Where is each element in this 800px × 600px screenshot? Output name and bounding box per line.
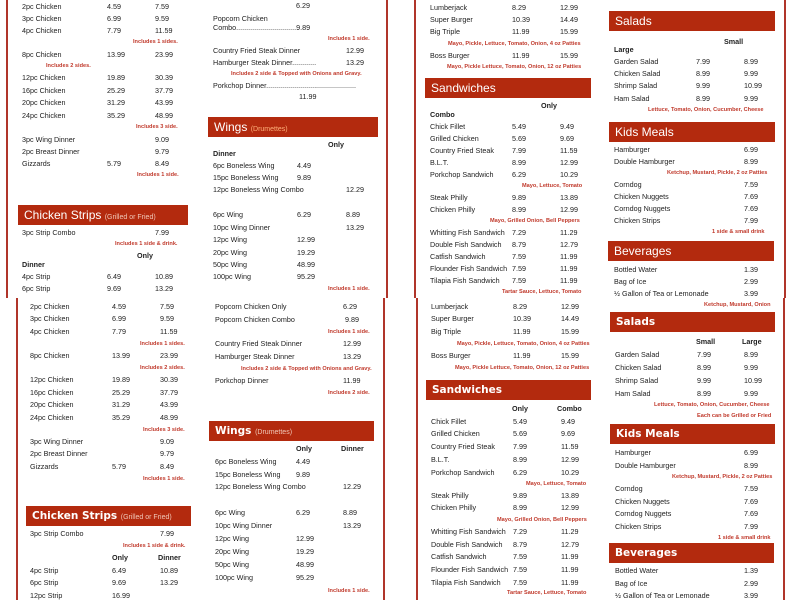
section-header-salads: Salads: [609, 11, 775, 31]
note: Includes 1 side.: [137, 172, 179, 178]
section-header-salads: Salads: [610, 312, 775, 332]
section-header-chicken-strips: Chicken Strips (Grilled or Fried): [18, 205, 188, 225]
section-header-kids-meals: Kids Meals: [609, 122, 775, 142]
column-header-large: Large: [742, 337, 762, 346]
note: 1 side & small drink: [718, 535, 771, 541]
note: Lettuce, Tomato, Onion, Cucumber, Cheese: [648, 107, 764, 113]
note: Includes 1 side.: [328, 36, 370, 42]
section-header-wings: Wings (Drumettes): [208, 117, 378, 137]
page-border: [6, 0, 8, 298]
top-burgers-sandwiches-panel: Lumberjack 8.29 12.99 Super Burger 10.39 14.49 Big Triple 11.99 15.99 Mayo, Pickle, Lettuce, Tomato, Onion, 4 oz Patties Boss Burger 11.99 15.99 Mayo, Pickle Lettuce, Tomato, Onion, 12 oz Patties Sandwiches Only Combo Chick Fillet 5.49 9.49 Grilled Chicken 5.69 9.69 Country Fried Steak 7.99 11.59 B.L.T. 8.99 12.99 Porkchop Sandwich 6.29 10.29 Mayo, Lettuce, Tomato Steak Philly 9.89 13.89 Chicken Philly 8.99 12.99 Mayo, Grilled Onion, Bell Peppers Whitting Fish Sandwich 7.29 11.29 Double Fish Sandwich 8.79 12.79 Catfish Sandwich 7.59 11.99 Flounder Fish Sandwich 7.59 11.99 Tilapia Fish Sandwich 7.59 11.99 Tartar Sauce, Lettuce, Tomato: [400, 0, 600, 298]
section-header-beverages: Beverages: [608, 241, 774, 261]
page-border: [416, 298, 418, 600]
note: Ketchup, Mustard, Onion: [704, 302, 771, 308]
note: Includes 3 side.: [143, 427, 185, 433]
note: Mayo, Pickle Lettuce, Tomato, Onion, 12 oz Patties: [455, 365, 590, 371]
section-header-chicken-strips: Chicken Strips (Grilled or Fried): [26, 506, 191, 526]
bottom-salads-kids-bev-panel: Ketchup, Mustard, Onion Salads Small Large Garden Salad 7.99 8.99 Chicken Salad 8.99 9.99 Shrimp Salad 9.99 10.99 Ham Salad 8.99 9.99 Lettuce, Tomato, Onion, Cucumber, Cheese Each can be Grilled or Fried Kids Meals Hamburger 6.99 Double Hamburger 8.99 Ketchup, Mustard, Pickle, 2 oz Patties Corndog 7.59 Chicken Nuggets 7.69 Corndog Nuggets 7.69 Chicken Strips 7.99 1 side & small drink Beverages Bottled Water 1.39 Bag of Ice 2.99 ½ Gallon of Tea or Lemonade 3.99: [600, 298, 800, 600]
note: Each can be Grilled or Fried: [697, 413, 772, 419]
note: Ketchup, Mustard, Pickle, 2 oz Patties: [667, 170, 768, 176]
column-header-only: Only: [112, 553, 128, 562]
column-header-dinner: Dinner: [158, 553, 181, 562]
dinner-label: Dinner: [213, 149, 236, 158]
note: Tartar Sauce, Lettuce, Tomato: [502, 289, 582, 295]
note: Lettuce, Tomato, Onion, Cucumber, Cheese: [654, 402, 770, 408]
note: Includes 2 side & Topped with Onions and Gravy.: [231, 71, 362, 77]
large-label: Large: [614, 45, 634, 54]
top-salads-kids-bev-panel: Salads Small Large Garden Salad 7.99 8.99 Chicken Salad 8.99 9.99 Shrimp Salad 9.99 10.99 Ham Salad 8.99 9.99 Lettuce, Tomato, Onion, Cucumber, Cheese Kids Meals Hamburger 6.99 Double Hamburger 8.99 Ketchup, Mustard, Pickle, 2 oz Patties Corndog 7.59 Chicken Nuggets 7.69 Corndog Nuggets 7.69 Chicken Strips 7.99 1 side & small drink Beverages Bottled Water 1.39 Bag of Ice 2.99 ½ Gallon of Tea or Lemonade 3.99: [600, 0, 800, 298]
column-header-only: Only: [512, 404, 528, 413]
column-header-small: Small: [724, 37, 744, 46]
note: Includes 2 sides.: [140, 365, 185, 371]
note: Tartar Sauce, Lettuce, Tomato: [507, 590, 587, 596]
note: Mayo, Pickle, Lettuce, Tomato, Onion, 4 oz Patties: [448, 41, 581, 47]
section-header-kids-meals: Kids Meals: [610, 424, 775, 444]
section-header-beverages: Beverages: [609, 543, 774, 563]
bottom-burgers-sandwiches-panel: Lumberjack 8.29 12.99 Super Burger 10.39 14.49 Big Triple 11.99 15.99 Mayo, Pickle, Lettuce, Tomato, Onion, 4 oz Patties Boss Burger 11.99 15.99 Mayo, Pickle Lettuce, Tomato, Onion, 12 oz Patties Sandwiches Only Combo Chick Fillet 5.49 9.49 Grilled Chicken 5.69 9.69 Country Fried Steak 7.99 11.59 B.L.T. 8.99 12.99 Porkchop Sandwich 6.29 10.29 Mayo, Lettuce, Tomato Steak Philly 9.89 13.89 Chicken Philly 8.99 12.99 Mayo, Grilled Onion, Bell Peppers Whitting Fish Sandwich 7.29 11.29 Double Fish Sandwich 8.79 12.79 Catfish Sandwich 7.59 11.99 Flounder Fish Sandwich 7.59 11.99 Tilapia Fish Sandwich 7.59 11.99 Tartar Sauce, Lettuce, Tomato: [400, 298, 600, 600]
note: Includes 2 side.: [328, 390, 370, 396]
page-border: [783, 298, 785, 600]
note: Includes 1 side.: [143, 476, 185, 482]
note: Mayo, Lettuce, Tomato: [522, 183, 583, 189]
page-border: [784, 0, 786, 298]
note: Includes 1 side & drink.: [115, 241, 178, 247]
note: Includes 1 side.: [328, 588, 370, 594]
column-header-only: Only: [541, 101, 557, 110]
note: Includes 3 side.: [136, 124, 178, 130]
dinner-label: Dinner: [22, 260, 45, 269]
note: Ketchup, Mustard, Pickle, 2 oz Patties: [672, 474, 773, 480]
note: Mayo, Grilled Onion, Bell Peppers: [490, 218, 580, 224]
note: Mayo, Pickle Lettuce, Tomato, Onion, 12 oz Patties: [447, 64, 582, 70]
note: Includes 1 side.: [328, 329, 370, 335]
column-header-small: Small: [696, 337, 716, 346]
column-header-only: Only: [296, 444, 312, 453]
section-header-wings: Wings (Drumettes): [209, 421, 374, 441]
bottom-chicken-panel: 2pc Chicken 4.59 7.59 3pc Chicken 6.99 9.59 4pc Chicken 7.79 11.59 Includes 1 sides. 8pc Chicken 13.99 23.99 Includes 2 sides. 12pc Chicken 19.89 30.39 16pc Chicken 25.29 37.79 20pc Chicken 31.29 43.99 24pc Chicken 35.29 48.99 Includes 3 side. 3pc Wing Dinner 9.09 2pc Breast Dinner 9.79 Gizzards 5.79 8.49 Includes 1 side. Chicken Strips (Grilled or Fried) 3pc Strip Combo 7.99 Includes 1 side & drink. Only Dinner 4pc Strip 6.49 10.89 6pc Strip 9.69 13.29 12pc Strip 16.99: [0, 298, 200, 600]
note: Includes 1 sides.: [133, 39, 178, 45]
section-header-sandwiches: Sandwiches: [426, 380, 591, 400]
top-dinners-wings-panel: 6.29 Popcorn Chicken Combo..............................9.89 Includes 1 side. Country Fried Steak Dinner 12.99 Hamburger Steak Dinner............ 13.29 Includes 2 side & Topped with Onions and Gravy. Porkchop Dinner............................................. 11.99 Wings (Drumettes) Only Dinner 6pc Boneless Wing 4.49 15pc Boneless Wing 9.89 12pc Boneless Wing Combo 12.29 6pc Wing 6.29 8.89 10pc Wing Dinner 13.29 12pc Wing 12.99 20pc Wing 19.29 50pc Wing 48.99 100pc Wing 95.29 Includes 1 side.: [200, 0, 400, 298]
note: Includes 2 side & Topped with Onions and Gravy.: [241, 366, 372, 372]
note: Mayo, Lettuce, Tomato: [526, 481, 587, 487]
page-border: [386, 0, 388, 298]
note: 1 side & small drink: [712, 229, 765, 235]
note: Includes 2 sides.: [46, 63, 91, 69]
note: Includes 1 side.: [328, 286, 370, 292]
note: Mayo, Pickle, Lettuce, Tomato, Onion, 4 oz Patties: [457, 341, 590, 347]
note: Mayo, Grilled Onion, Bell Peppers: [497, 517, 587, 523]
column-header-only: Only: [328, 140, 344, 149]
combo-label: Combo: [430, 110, 455, 119]
page-border: [414, 0, 416, 298]
page-border: [383, 298, 385, 600]
column-header-dinner: Dinner: [341, 444, 364, 453]
top-chicken-panel: 2pc Chicken 4.59 7.59 3pc Chicken 6.99 9.59 4pc Chicken 7.79 11.59 Includes 1 sides. 8pc Chicken 13.99 23.99 Includes 2 sides. 12pc Chicken 19.89 30.39 16pc Chicken 25.29 37.79 20pc Chicken 31.29 43.99 24pc Chicken 35.29 48.99 Includes 3 side. 3pc Wing Dinner 9.09 2pc Breast Dinner 9.79 Gizzards 5.79 8.49 Includes 1 side. Chicken Strips (Grilled or Fried) 3pc Strip Combo 7.99 Includes 1 side & drink. Only Dinner 4pc Strip 6.49 10.89 6pc Strip 9.69 13.29: [0, 0, 200, 298]
bottom-dinners-wings-panel: Popcorn Chicken Only 6.29 Popcorn Chicken Combo 9.89 Includes 1 side. Country Fried Steak Dinner 12.99 Hamburger Steak Dinner 13.29 Includes 2 side & Topped with Onions and Gravy. Porkchop Dinner 11.99 Includes 2 side. Wings (Drumettes) Only Dinner 6pc Boneless Wing 4.49 15pc Boneless Wing 9.89 12pc Boneless Wing Combo 12.29 6pc Wing 6.29 8.89 10pc Wing Dinner 13.29 12pc Wing 12.99 20pc Wing 19.29 50pc Wing 48.99 100pc Wing 95.29 Includes 1 side.: [200, 298, 400, 600]
section-header-sandwiches: Sandwiches: [425, 78, 591, 98]
page-border: [16, 298, 18, 600]
column-header-combo: Combo: [557, 404, 582, 413]
note: Includes 1 side & drink.: [123, 543, 186, 549]
note: Includes 1 sides.: [140, 341, 185, 347]
column-header-only: Only: [137, 251, 153, 260]
